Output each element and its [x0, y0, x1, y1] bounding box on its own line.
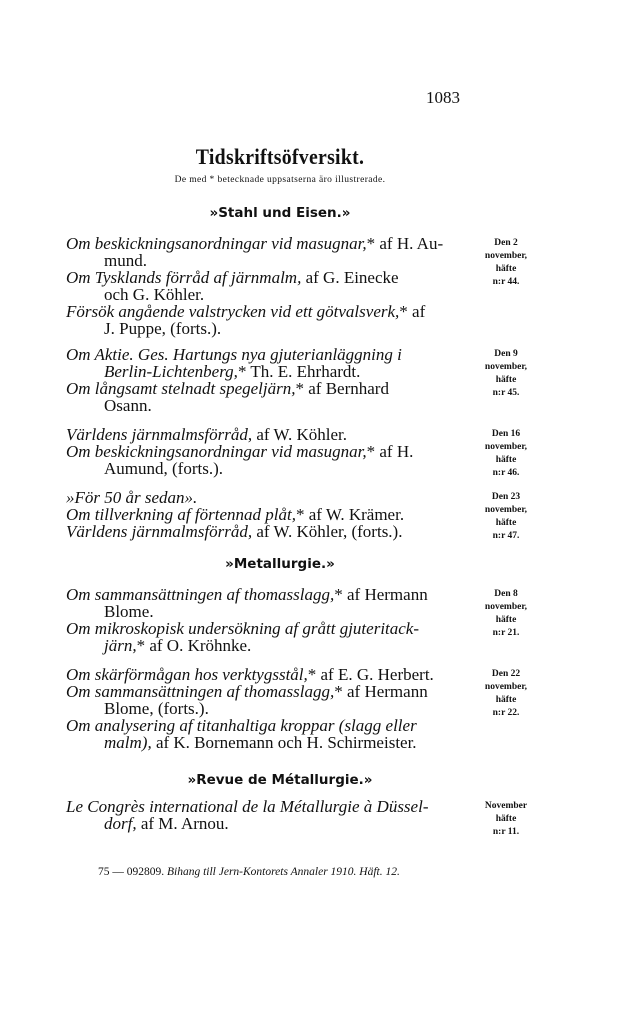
issue-reference-line: häfte	[495, 264, 517, 274]
issue-reference	[478, 348, 534, 400]
article-entry	[66, 346, 478, 380]
entry-title: Försök angående valstrycken vid ett götvalsverk,	[66, 302, 400, 321]
article-entry	[66, 523, 478, 540]
entry-line	[66, 235, 478, 252]
issue-reference-line: häfte	[495, 695, 517, 705]
section-heading-metallurgie: »Metallurgie.»	[225, 556, 335, 572]
footer-text: Bihang till Jern-Kontorets Annaler 1910. Häft. 12.	[167, 866, 400, 878]
issue-reference-line: häfte	[495, 615, 517, 625]
issue-reference-line: n:r 22.	[492, 708, 520, 718]
entry-line	[66, 700, 478, 717]
article-entry	[66, 506, 478, 523]
issue-reference-line: n:r 11.	[492, 827, 520, 837]
entry-author: af W. Köhler.	[252, 425, 347, 444]
entry-line	[66, 346, 478, 363]
issue-reference-line: Den 23	[491, 492, 521, 502]
entry-line	[66, 637, 478, 654]
entry-author: * af W. Krämer.	[295, 505, 405, 524]
entry-line	[66, 506, 478, 523]
article-entry	[66, 426, 478, 443]
entry-line	[66, 798, 478, 815]
article-entry	[66, 380, 478, 414]
footer-number: 75 — 092809.	[98, 866, 165, 878]
issue-reference-line: november,	[484, 602, 528, 612]
entry-line	[66, 320, 478, 337]
entry-line	[66, 620, 478, 637]
entry-title: Om sammansättningen af thomasslagg,	[66, 585, 335, 604]
entry-title: Le Congrès international de la Métallurgie à Düssel-	[66, 797, 429, 816]
entry-author: af W. Köhler, (forts.).	[252, 522, 403, 541]
article-entry	[66, 666, 478, 683]
entry-title: Om beskickningsanordningar vid masugnar,	[66, 442, 367, 461]
article-entry	[66, 717, 478, 751]
entry-title: Om analysering af titanhaltiga kroppar (slagg eller	[66, 716, 417, 735]
entry-line	[66, 363, 478, 380]
entry-line	[66, 252, 478, 269]
page-footer	[98, 866, 400, 878]
issue-reference-line: Den 2	[494, 238, 518, 248]
entry-title: Om Aktie. Ges. Hartungs nya gjuterianläggning i	[66, 345, 402, 364]
entry-author: Blome.	[104, 602, 154, 621]
entry-author: Blome, (forts.).	[104, 699, 209, 718]
entry-author: Osann.	[104, 396, 152, 415]
entry-line	[66, 303, 478, 320]
page-title: Tidskriftsöfversikt.	[195, 144, 365, 169]
entry-title: malm),	[104, 733, 152, 752]
issue-reference-line: november,	[484, 682, 528, 692]
entry-line	[66, 666, 478, 683]
entry-line	[66, 717, 478, 734]
page-number: 1083	[426, 88, 460, 107]
issue-reference-line: november,	[484, 251, 528, 261]
article-entry	[66, 683, 478, 717]
entry-line	[66, 489, 478, 506]
issue-reference-line: n:r 21.	[492, 628, 520, 638]
issue-reference-line: n:r 45.	[492, 388, 520, 398]
issue-reference	[478, 237, 534, 289]
issue-reference-line: november,	[484, 442, 528, 452]
entry-title: Världens järnmalmsförråd,	[66, 522, 253, 541]
entry-author: Aumund, (forts.).	[104, 459, 223, 478]
entry-line	[66, 426, 478, 443]
entry-author: * af Hermann	[334, 682, 428, 701]
entry-title: Om sammansättningen af thomasslagg,	[66, 682, 335, 701]
issue-reference-line: november,	[484, 505, 528, 515]
issue-reference	[478, 668, 534, 720]
subtitle-note: De med * betecknade uppsatserna äro illustrerade.	[174, 175, 386, 185]
issue-reference-line: n:r 44.	[492, 277, 520, 287]
issue-reference-line: n:r 46.	[492, 468, 520, 478]
entry-author: af K. Bornemann och H. Schirmeister.	[151, 733, 417, 752]
entry-title: Berlin-Lichtenberg,	[104, 362, 238, 381]
entry-title: Om mikroskopisk undersökning af grått gjuteritack-	[66, 619, 420, 638]
issue-reference-line: häfte	[495, 455, 517, 465]
section-heading-stahl-und-eisen: »Stahl und Eisen.»	[209, 205, 351, 221]
entry-author: af G. Einecke	[301, 268, 399, 287]
entry-author: * af H.	[366, 442, 414, 461]
entry-title: Om skärförmågan hos verktygsstål,	[66, 665, 308, 684]
issue-reference-line: Den 8	[494, 589, 518, 599]
section-heading-revue-de-metallurgie: »Revue de Métallurgie.»	[187, 772, 373, 788]
issue-reference-line: Den 9	[494, 349, 518, 359]
article-entry	[66, 443, 478, 477]
article-entry	[66, 586, 478, 620]
entry-author: * af Bernhard	[295, 379, 389, 398]
entry-line	[66, 380, 478, 397]
issue-reference-line: November	[484, 801, 528, 811]
entry-title: Om beskickningsanordningar vid masugnar,	[66, 234, 367, 253]
issue-reference	[478, 491, 534, 543]
issue-reference-line: Den 22	[491, 669, 521, 679]
entry-author: * af O. Kröhnke.	[136, 636, 252, 655]
article-entry	[66, 798, 478, 832]
entry-title: Om tillverkning af förtennad plåt,	[66, 505, 296, 524]
issue-reference	[478, 800, 534, 839]
entry-author: * af	[399, 302, 426, 321]
entry-title: Om Tysklands förråd af järnmalm,	[66, 268, 302, 287]
issue-reference-line: häfte	[495, 518, 517, 528]
entry-line	[66, 815, 478, 832]
entry-author: * af H. Au-	[366, 234, 444, 253]
issue-reference-line: häfte	[495, 814, 517, 824]
entry-author: af M. Arnou.	[136, 814, 229, 833]
entry-author: * af E. G. Herbert.	[307, 665, 434, 684]
article-entry	[66, 620, 478, 654]
entry-line	[66, 586, 478, 603]
entry-line	[66, 460, 478, 477]
entry-line	[66, 523, 478, 540]
entry-line	[66, 397, 478, 414]
entry-title: Om långsamt stelnadt spegeljärn,	[66, 379, 296, 398]
entry-title: dorf,	[104, 814, 137, 833]
entry-author: och G. Köhler.	[104, 285, 205, 304]
issue-reference-line: häfte	[495, 375, 517, 385]
entry-title: »För 50 år sedan».	[66, 488, 198, 507]
entry-line	[66, 286, 478, 303]
entry-line	[66, 443, 478, 460]
entry-author: * Th. E. Ehrhardt.	[237, 362, 361, 381]
article-entry	[66, 489, 478, 506]
article-entry	[66, 235, 478, 269]
issue-reference	[478, 588, 534, 640]
article-entry	[66, 269, 478, 303]
entry-title: Världens järnmalmsförråd,	[66, 425, 253, 444]
entry-title: järn,	[104, 636, 137, 655]
entry-line	[66, 683, 478, 700]
issue-reference-line: november,	[484, 362, 528, 372]
entry-line	[66, 269, 478, 286]
article-entry	[66, 303, 478, 337]
issue-reference-line: Den 16	[491, 429, 521, 439]
entry-author: mund.	[104, 251, 147, 270]
issue-reference-line: n:r 47.	[492, 531, 520, 541]
entry-author: J. Puppe, (forts.).	[104, 319, 222, 338]
entry-line	[66, 603, 478, 620]
entry-author: * af Hermann	[334, 585, 428, 604]
entry-line	[66, 734, 478, 751]
issue-reference	[478, 428, 534, 480]
